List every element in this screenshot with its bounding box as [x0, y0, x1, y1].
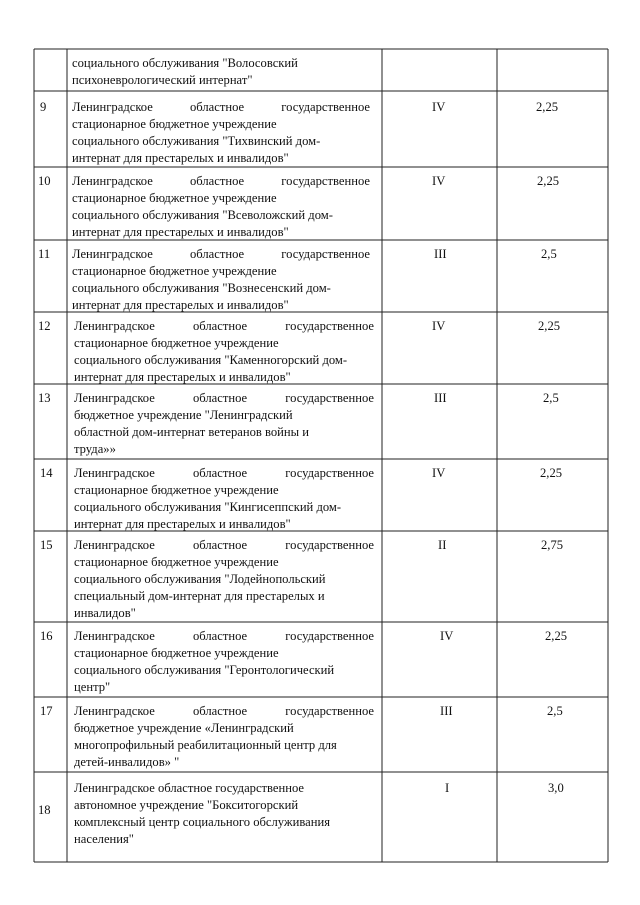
- word: областное: [192, 466, 248, 480]
- word: Ленинградское: [74, 538, 155, 552]
- category-cell: II: [438, 538, 447, 552]
- institution-name-line: Ленинградское областное государственное: [74, 781, 305, 795]
- coefficient-cell: 3,0: [548, 781, 564, 795]
- institution-name-line: интернат для престарелых и инвалидов": [72, 151, 289, 165]
- word: областное: [189, 174, 245, 188]
- row-number: 16: [40, 629, 53, 643]
- category-cell: IV: [440, 629, 454, 643]
- row-number: 9: [40, 100, 47, 114]
- word: Ленинградское: [72, 174, 153, 188]
- institution-name-line: [74, 465, 374, 482]
- coefficient-cell: 2,75: [541, 538, 564, 552]
- row-number: 10: [38, 174, 51, 188]
- institution-name-line: бюджетное учреждение «Ленинградский: [74, 721, 294, 735]
- institution-name-line: социального обслуживания "Вознесенский дом-: [72, 281, 331, 295]
- word: Ленинградское: [72, 100, 153, 114]
- word: государственное: [285, 391, 374, 405]
- word: государственное: [285, 629, 374, 643]
- coefficient-cell: 2,5: [541, 247, 557, 261]
- coefficient-cell: 2,5: [543, 391, 559, 405]
- row-number: 13: [38, 391, 51, 405]
- category-cell: III: [440, 704, 453, 718]
- coefficient-cell: 2,25: [538, 319, 561, 333]
- word: Ленинградское: [74, 629, 155, 643]
- institution-name-cell: [74, 537, 374, 622]
- institution-name-line: областной дом-интернат ветеранов войны и: [74, 425, 309, 439]
- institution-name-line: социального обслуживания "Лодейнопольский: [74, 572, 326, 586]
- institution-name-line: [74, 390, 374, 407]
- institution-name-line: [72, 246, 370, 263]
- institution-name-cell: [72, 246, 370, 314]
- word: областное: [192, 319, 248, 333]
- institution-name-cell: [74, 703, 374, 771]
- continuation-line: психоневрологический интернат": [72, 73, 253, 87]
- word: Ленинградское: [74, 704, 155, 718]
- institution-name-cell: [74, 628, 374, 696]
- institution-name-line: многопрофильный реабилитационный центр для: [74, 738, 337, 752]
- institution-name-line: социального обслуживания "Тихвинский дом-: [72, 134, 321, 148]
- row-number: 17: [40, 704, 53, 718]
- institution-name-line: [72, 173, 370, 190]
- row-number: 18: [38, 803, 51, 817]
- institution-name-line: населения": [74, 832, 134, 846]
- word: государственное: [285, 704, 374, 718]
- institution-name-line: инвалидов": [74, 606, 136, 620]
- institution-name-line: стационарное бюджетное учреждение: [74, 555, 279, 569]
- institution-name-line: социального обслуживания "Геронтологический: [74, 663, 335, 677]
- institution-name-line: бюджетное учреждение "Ленинградский: [74, 408, 293, 422]
- institution-name-cell: [74, 318, 374, 386]
- institution-name-line: стационарное бюджетное учреждение: [72, 117, 277, 131]
- institution-name-line: интернат для престарелых и инвалидов": [72, 225, 289, 239]
- institution-name-line: интернат для престарелых и инвалидов": [74, 517, 291, 531]
- word: областное: [192, 629, 248, 643]
- row-number: 12: [38, 319, 51, 333]
- institution-name-line: [74, 318, 374, 335]
- institution-name-line: комплексный центр социального обслуживания: [74, 815, 330, 829]
- institution-name-line: социального обслуживания "Каменногорский дом-: [74, 353, 348, 367]
- word: государственное: [285, 538, 374, 552]
- category-cell: III: [434, 391, 447, 405]
- institution-name-cell: [74, 390, 374, 458]
- word: государственное: [281, 247, 370, 261]
- category-cell: III: [434, 247, 447, 261]
- institution-name-line: [72, 99, 370, 116]
- continuation-cell: [72, 55, 372, 89]
- institution-name-line: социального обслуживания "Кингисеппский дом-: [74, 500, 342, 514]
- word: государственное: [281, 174, 370, 188]
- word: Ленинградское: [72, 247, 153, 261]
- row-number: 11: [38, 247, 51, 261]
- word: Ленинградское: [74, 391, 155, 405]
- institution-name-cell: [72, 99, 370, 167]
- institution-name-cell: [74, 465, 374, 533]
- word: государственное: [281, 100, 370, 114]
- institution-name-line: стационарное бюджетное учреждение: [74, 646, 279, 660]
- word: областное: [192, 704, 248, 718]
- word: областное: [192, 538, 248, 552]
- category-cell: IV: [432, 466, 446, 480]
- institution-name-line: интернат для престарелых и инвалидов": [74, 370, 291, 384]
- institution-name-line: [74, 703, 374, 720]
- coefficient-cell: 2,25: [545, 629, 568, 643]
- institution-name-line: стационарное бюджетное учреждение: [74, 336, 279, 350]
- institution-name-line: интернат для престарелых и инвалидов": [72, 298, 289, 312]
- word: Ленинградское: [74, 466, 155, 480]
- institution-name-line: автономное учреждение "Бокситогорский: [74, 798, 299, 812]
- institution-name-line: специальный дом-интернат для престарелых и: [74, 589, 325, 603]
- word: Ленинградское: [74, 319, 155, 333]
- category-cell: IV: [432, 174, 446, 188]
- institution-name-line: стационарное бюджетное учреждение: [74, 483, 279, 497]
- category-cell: I: [445, 781, 450, 795]
- institution-name-line: [74, 537, 374, 554]
- coefficient-cell: 2,25: [540, 466, 563, 480]
- institution-name-line: [74, 628, 374, 645]
- institution-name-cell: [72, 173, 370, 241]
- institution-name-line: стационарное бюджетное учреждение: [72, 191, 277, 205]
- word: государственное: [285, 319, 374, 333]
- institution-name-line: стационарное бюджетное учреждение: [72, 264, 277, 278]
- institution-name-cell: [74, 780, 374, 848]
- row-number: 14: [40, 466, 53, 480]
- institution-name-line: социального обслуживания "Всеволожский дом-: [72, 208, 333, 222]
- word: областное: [192, 391, 248, 405]
- institution-name-line: центр": [74, 680, 111, 694]
- row-number: 15: [40, 538, 53, 552]
- category-cell: IV: [432, 100, 446, 114]
- word: областное: [189, 100, 245, 114]
- institution-name-line: труда»»: [74, 442, 116, 456]
- coefficient-cell: 2,25: [536, 100, 559, 114]
- coefficient-cell: 2,5: [547, 704, 563, 718]
- continuation-line: социального обслуживания "Волосовский: [72, 56, 298, 70]
- word: государственное: [285, 466, 374, 480]
- institution-name-line: детей-инвалидов» ": [74, 755, 180, 769]
- word: областное: [189, 247, 245, 261]
- category-cell: IV: [432, 319, 446, 333]
- coefficient-cell: 2,25: [537, 174, 560, 188]
